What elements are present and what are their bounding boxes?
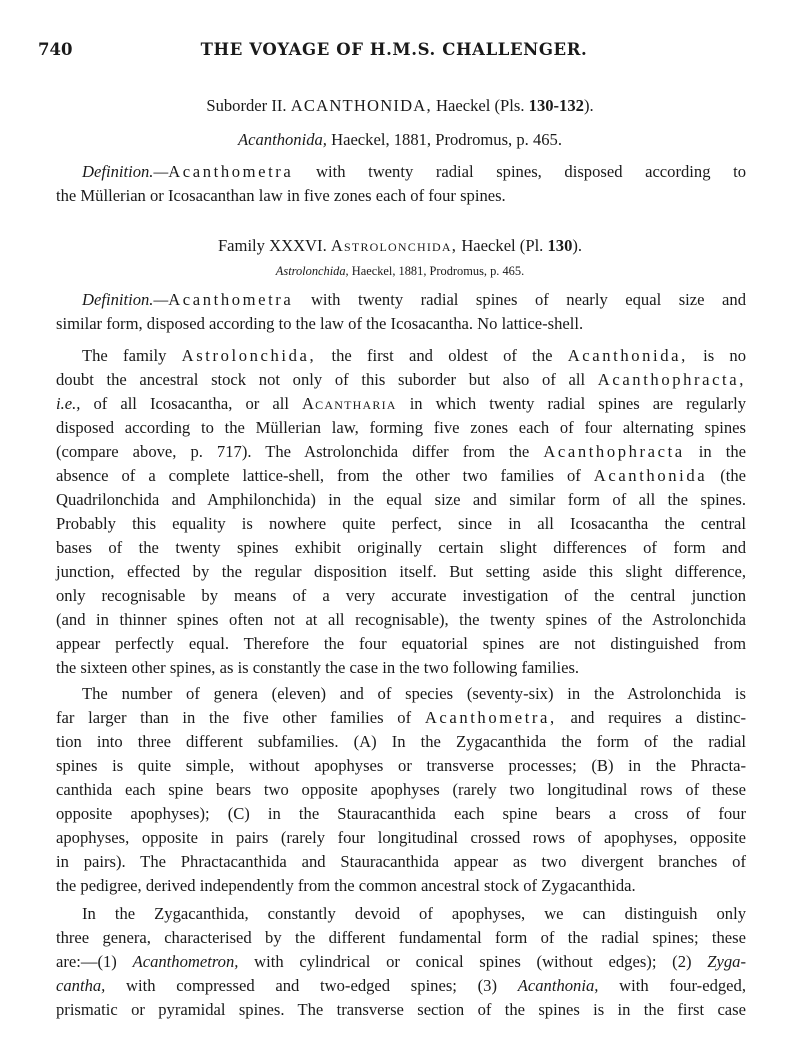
page-number: 740 — [38, 40, 73, 59]
running-title: THE VOYAGE OF H.M.S. CHALLENGER. — [200, 40, 588, 59]
para1-line-2: doubt the ancestral stock not only of this suborder but also of all Acanthophracta, — [56, 370, 746, 389]
page-header — [38, 40, 750, 66]
para1-line-10: junction, effected by the regular disposition itself. But setting aside this slight difference, — [56, 562, 746, 581]
para2-line-5: canthida each spine bears two opposite apophyses (rarely two longitudinal rows of these — [56, 780, 746, 799]
para1-line-9: bases of the twenty spines exhibit originally certain slight differences of form and — [56, 538, 746, 557]
para1-line-8: Probably this equality is nowhere quite perfect, since in all Icosacantha the central — [56, 514, 746, 533]
para1-line-11: only recognisable by means of a very accurate investigation of the central junction — [56, 586, 746, 605]
para2-line-1: The number of genera (eleven) and of species (seventy-six) in the Astrolonchida is — [82, 684, 746, 703]
para3-line-5: prismatic or pyramidal spines. The transverse section of the spines is in the first case — [56, 1000, 746, 1019]
para3-line-4: cantha, with compressed and two-edged spines; (3) Acanthonia, with four-edged, — [56, 976, 746, 995]
family-definition-line-2: similar form, disposed according to the law of the Icosacantha. No lattice-shell. — [56, 314, 584, 333]
family-heading: Family XXXVI. Astrolonchida, Haeckel (Pl. 130). — [217, 236, 583, 255]
para2-line-9: the pedigree, derived independently from the common ancestral stock of Zygacanthida. — [56, 876, 636, 895]
para3-line-1: In the Zygacanthida, constantly devoid of apophyses, we can distinguish only — [82, 904, 746, 923]
para1-line-4: disposed according to the Müllerian law, forming five zones each of four alternating spines — [56, 418, 746, 437]
para2-line-8: in pairs). The Phractacanthida and Stauracanthida appear as two divergent branches of — [56, 852, 746, 871]
para2-line-3: tion into three different subfamilies. (A) In the Zygacanthida the form of the radial — [56, 732, 746, 751]
para1-line-1: The family Astrolonchida, the first and oldest of the Acanthonida, is no — [82, 346, 747, 365]
family-reference: Astrolonchida, Haeckel, 1881, Prodromus, p. 465. — [275, 264, 525, 278]
family-definition-line-1: Definition.—Acanthometra with twenty radial spines of nearly equal size and — [82, 290, 746, 309]
para3-line-3: are:—(1) Acanthometron, with cylindrical or conical spines (without edges); (2) Zyga- — [56, 952, 746, 971]
para3-line-2: three genera, characterised by the different fundamental form of the radial spines; these — [56, 928, 746, 947]
suborder-definition-line-2: the Müllerian or Icosacanthan law in five zones each of four spines. — [56, 186, 506, 205]
para1-line-6: absence of a complete lattice-shell, from the other two families of Acanthonida (the — [56, 466, 746, 485]
para1-line-3: i.e., of all Icosacantha, or all Acantharia in which twenty radial spines are regularly — [56, 394, 746, 413]
suborder-heading: Suborder II. ACANTHONIDA, Haeckel (Pls. 130-132). — [206, 96, 594, 115]
para2-line-4: spines is quite simple, without apophyses or transverse processes; (B) in the Phracta- — [56, 756, 746, 775]
suborder-reference: Acanthonida, Haeckel, 1881, Prodromus, p. 465. — [237, 130, 562, 149]
para1-line-14: the sixteen other spines, as is constantly the case in the two following families. — [56, 658, 580, 677]
para1-line-13: appear perfectly equal. Therefore the four equatorial spines are not distinguished from — [56, 634, 746, 653]
para2-line-7: apophyses, opposite in pairs (rarely four longitudinal crossed rows of apophyses, opposite — [56, 828, 746, 847]
para1-line-7: Quadrilonchida and Amphilonchida) in the equal size and similar form of all the spines. — [56, 490, 746, 509]
suborder-definition-line-1: Definition.—Acanthometra with twenty radial spines, disposed according to — [82, 162, 746, 181]
para2-line-2: far larger than in the five other families of Acanthometra, and requires a distinc- — [56, 708, 746, 727]
para2-line-6: opposite apophyses); (C) in the Stauracanthida each spine bears a cross of four — [56, 804, 746, 823]
para1-line-12: (and in thinner spines often not at all recognisable), the twenty spines of the Astrolonchida — [56, 610, 746, 629]
para1-line-5: (compare above, p. 717). The Astrolonchida differ from the Acanthophracta in the — [56, 442, 746, 461]
